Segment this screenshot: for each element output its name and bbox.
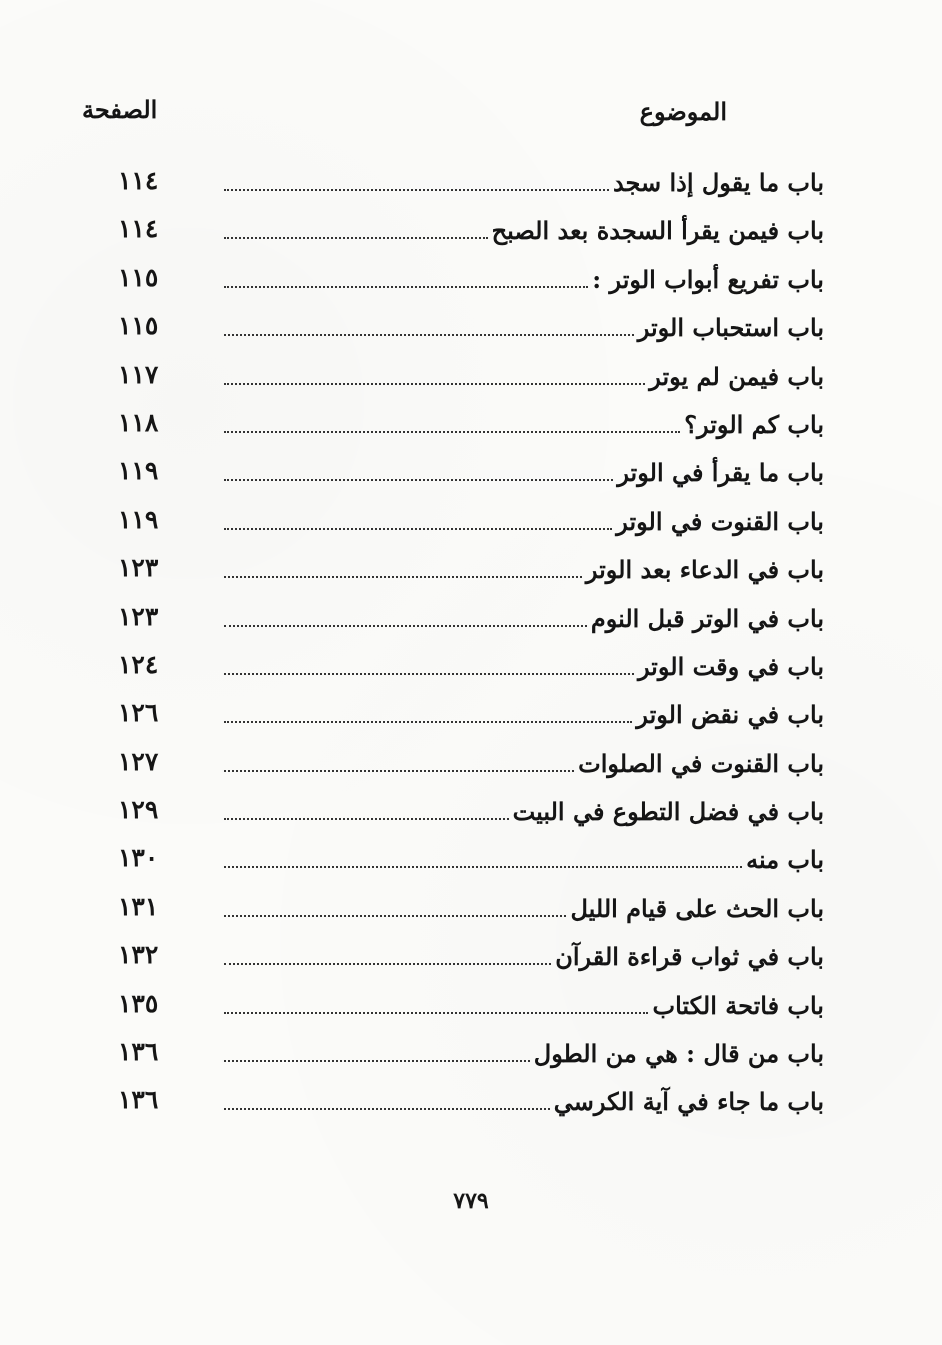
- toc-entry-title: باب فيمن يقرأ السجدة بعد الصبح: [491, 216, 824, 246]
- toc-row: [110, 160, 824, 208]
- toc-entry-title: باب في الوتر قبل النوم: [590, 603, 824, 633]
- toc-entry-title: باب تفريع أبواب الوتر :: [592, 264, 824, 294]
- toc-entry-title: باب فيمن لم يوتر: [649, 361, 824, 391]
- toc-row: [110, 402, 824, 450]
- toc-entry-title: باب في ثواب قراءة القرآن: [555, 942, 824, 972]
- toc-entry: [224, 795, 824, 829]
- toc-entry-title: باب في نقض الوتر: [636, 700, 824, 730]
- toc-entry-title: باب في الدعاء بعد الوتر: [585, 555, 824, 585]
- toc-entry-page: ١٢٤: [118, 649, 159, 679]
- toc-entry-page: ١٣٦: [118, 1037, 159, 1067]
- toc-row: [110, 886, 824, 934]
- toc-entry-page: ١٢٣: [118, 553, 159, 583]
- toc-entry: [224, 940, 824, 974]
- toc-entry-page: ١٢٦: [118, 698, 159, 728]
- toc-row: [110, 837, 824, 885]
- toc-row: [110, 547, 824, 595]
- topic-column-header: الموضوع: [639, 97, 727, 126]
- toc-entry-title: باب القنوت في الصلوات: [578, 748, 824, 778]
- toc-entry-page: ١٢٧: [118, 746, 159, 776]
- toc-entry-page: ١١٤: [118, 166, 159, 195]
- toc-entry: [224, 1085, 824, 1119]
- dot-leader: [224, 624, 587, 627]
- dot-leader: [224, 430, 680, 433]
- toc-entry: [224, 214, 824, 248]
- table-of-contents: [110, 160, 824, 1128]
- dot-leader: [224, 1107, 550, 1110]
- dot-leader: [224, 285, 588, 288]
- toc-row: [110, 596, 824, 644]
- dot-leader: [224, 914, 566, 917]
- toc-row: [110, 934, 824, 982]
- toc-entry-title: باب في وقت الوتر: [637, 651, 824, 681]
- toc-row: [110, 305, 824, 353]
- toc-entry: [224, 1037, 824, 1071]
- dot-leader: [224, 188, 609, 191]
- toc-row: [110, 741, 824, 789]
- toc-entry: [224, 360, 824, 394]
- toc-row: [110, 354, 824, 402]
- toc-entry: [224, 602, 824, 636]
- toc-entry: [224, 698, 824, 732]
- toc-entry-page: ١١٧: [118, 359, 159, 389]
- toc-entry-page: ١١٥: [118, 311, 159, 341]
- toc-entry-page: ١١٤: [118, 214, 159, 244]
- toc-entry: [224, 843, 824, 877]
- toc-entry-page: ١٣٢: [118, 940, 159, 970]
- toc-row: [110, 1079, 824, 1127]
- toc-entry: [224, 505, 824, 539]
- dot-leader: [224, 672, 634, 675]
- toc-entry-title: باب الحث على قيام الليل: [570, 893, 824, 923]
- toc-entry: [224, 553, 824, 587]
- toc-entry: [224, 311, 824, 345]
- toc-entry-page: ١٢٩: [118, 795, 159, 825]
- toc-row: [110, 789, 824, 837]
- toc-entry: [224, 456, 824, 490]
- toc-entry-page: ١٣١: [118, 891, 159, 921]
- toc-entry-title: باب ما يقرأ في الوتر: [617, 458, 824, 488]
- page-column-header: الصفحة: [82, 95, 158, 124]
- toc-entry-title: باب ما جاء في آية الكرسي: [553, 1087, 824, 1117]
- toc-row: [110, 499, 824, 547]
- toc-entry-title: باب كم الوتر؟: [684, 409, 824, 439]
- toc-row: [110, 257, 824, 305]
- toc-entry: [224, 408, 824, 442]
- toc-entry: [224, 989, 824, 1023]
- dot-leader: [224, 382, 645, 385]
- toc-entry: [224, 166, 824, 200]
- dot-leader: [224, 817, 509, 820]
- page-number: ٧٧٩: [453, 1188, 489, 1214]
- toc-entry-title: باب ما يقول إذا سجد: [612, 168, 824, 197]
- toc-entry-title: باب في فضل التطوع في البيت: [512, 797, 824, 827]
- toc-row: [110, 450, 824, 498]
- toc-entry: [224, 747, 824, 781]
- toc-entry-page: ١١٨: [118, 407, 159, 437]
- toc-entry: [224, 892, 824, 926]
- toc-entry-page: ١٣٦: [118, 1085, 159, 1115]
- toc-row: [110, 983, 824, 1031]
- toc-entry: [224, 263, 824, 297]
- dot-leader: [224, 769, 574, 772]
- toc-entry-page: ١١٥: [118, 262, 159, 292]
- dot-leader: [224, 720, 632, 723]
- dot-leader: [224, 962, 551, 965]
- dot-leader: [224, 236, 488, 239]
- dot-leader: [224, 1059, 530, 1062]
- toc-entry-page: ١١٩: [118, 456, 159, 486]
- toc-row: [110, 1031, 824, 1079]
- toc-row: [110, 208, 824, 256]
- dot-leader: [224, 478, 613, 481]
- toc-row: [110, 644, 824, 692]
- dot-leader: [224, 1011, 648, 1014]
- toc-row: [110, 692, 824, 740]
- dot-leader: [224, 865, 742, 868]
- toc-entry: [224, 650, 824, 684]
- toc-entry-page: ١٣٠: [118, 843, 159, 873]
- dot-leader: [224, 527, 612, 530]
- toc-entry-title: باب منه: [746, 845, 824, 875]
- toc-entry-title: باب القنوت في الوتر: [616, 506, 824, 536]
- toc-entry-page: ١١٩: [118, 504, 159, 534]
- toc-entry-page: ١٣٥: [118, 988, 159, 1018]
- toc-entry-title: باب من قال : هي من الطول: [533, 1039, 824, 1069]
- toc-entry-page: ١٢٣: [118, 601, 159, 631]
- dot-leader: [224, 575, 582, 578]
- toc-entry-title: باب استحباب الوتر: [637, 313, 824, 343]
- dot-leader: [224, 333, 634, 336]
- toc-entry-title: باب فاتحة الكتاب: [652, 990, 824, 1020]
